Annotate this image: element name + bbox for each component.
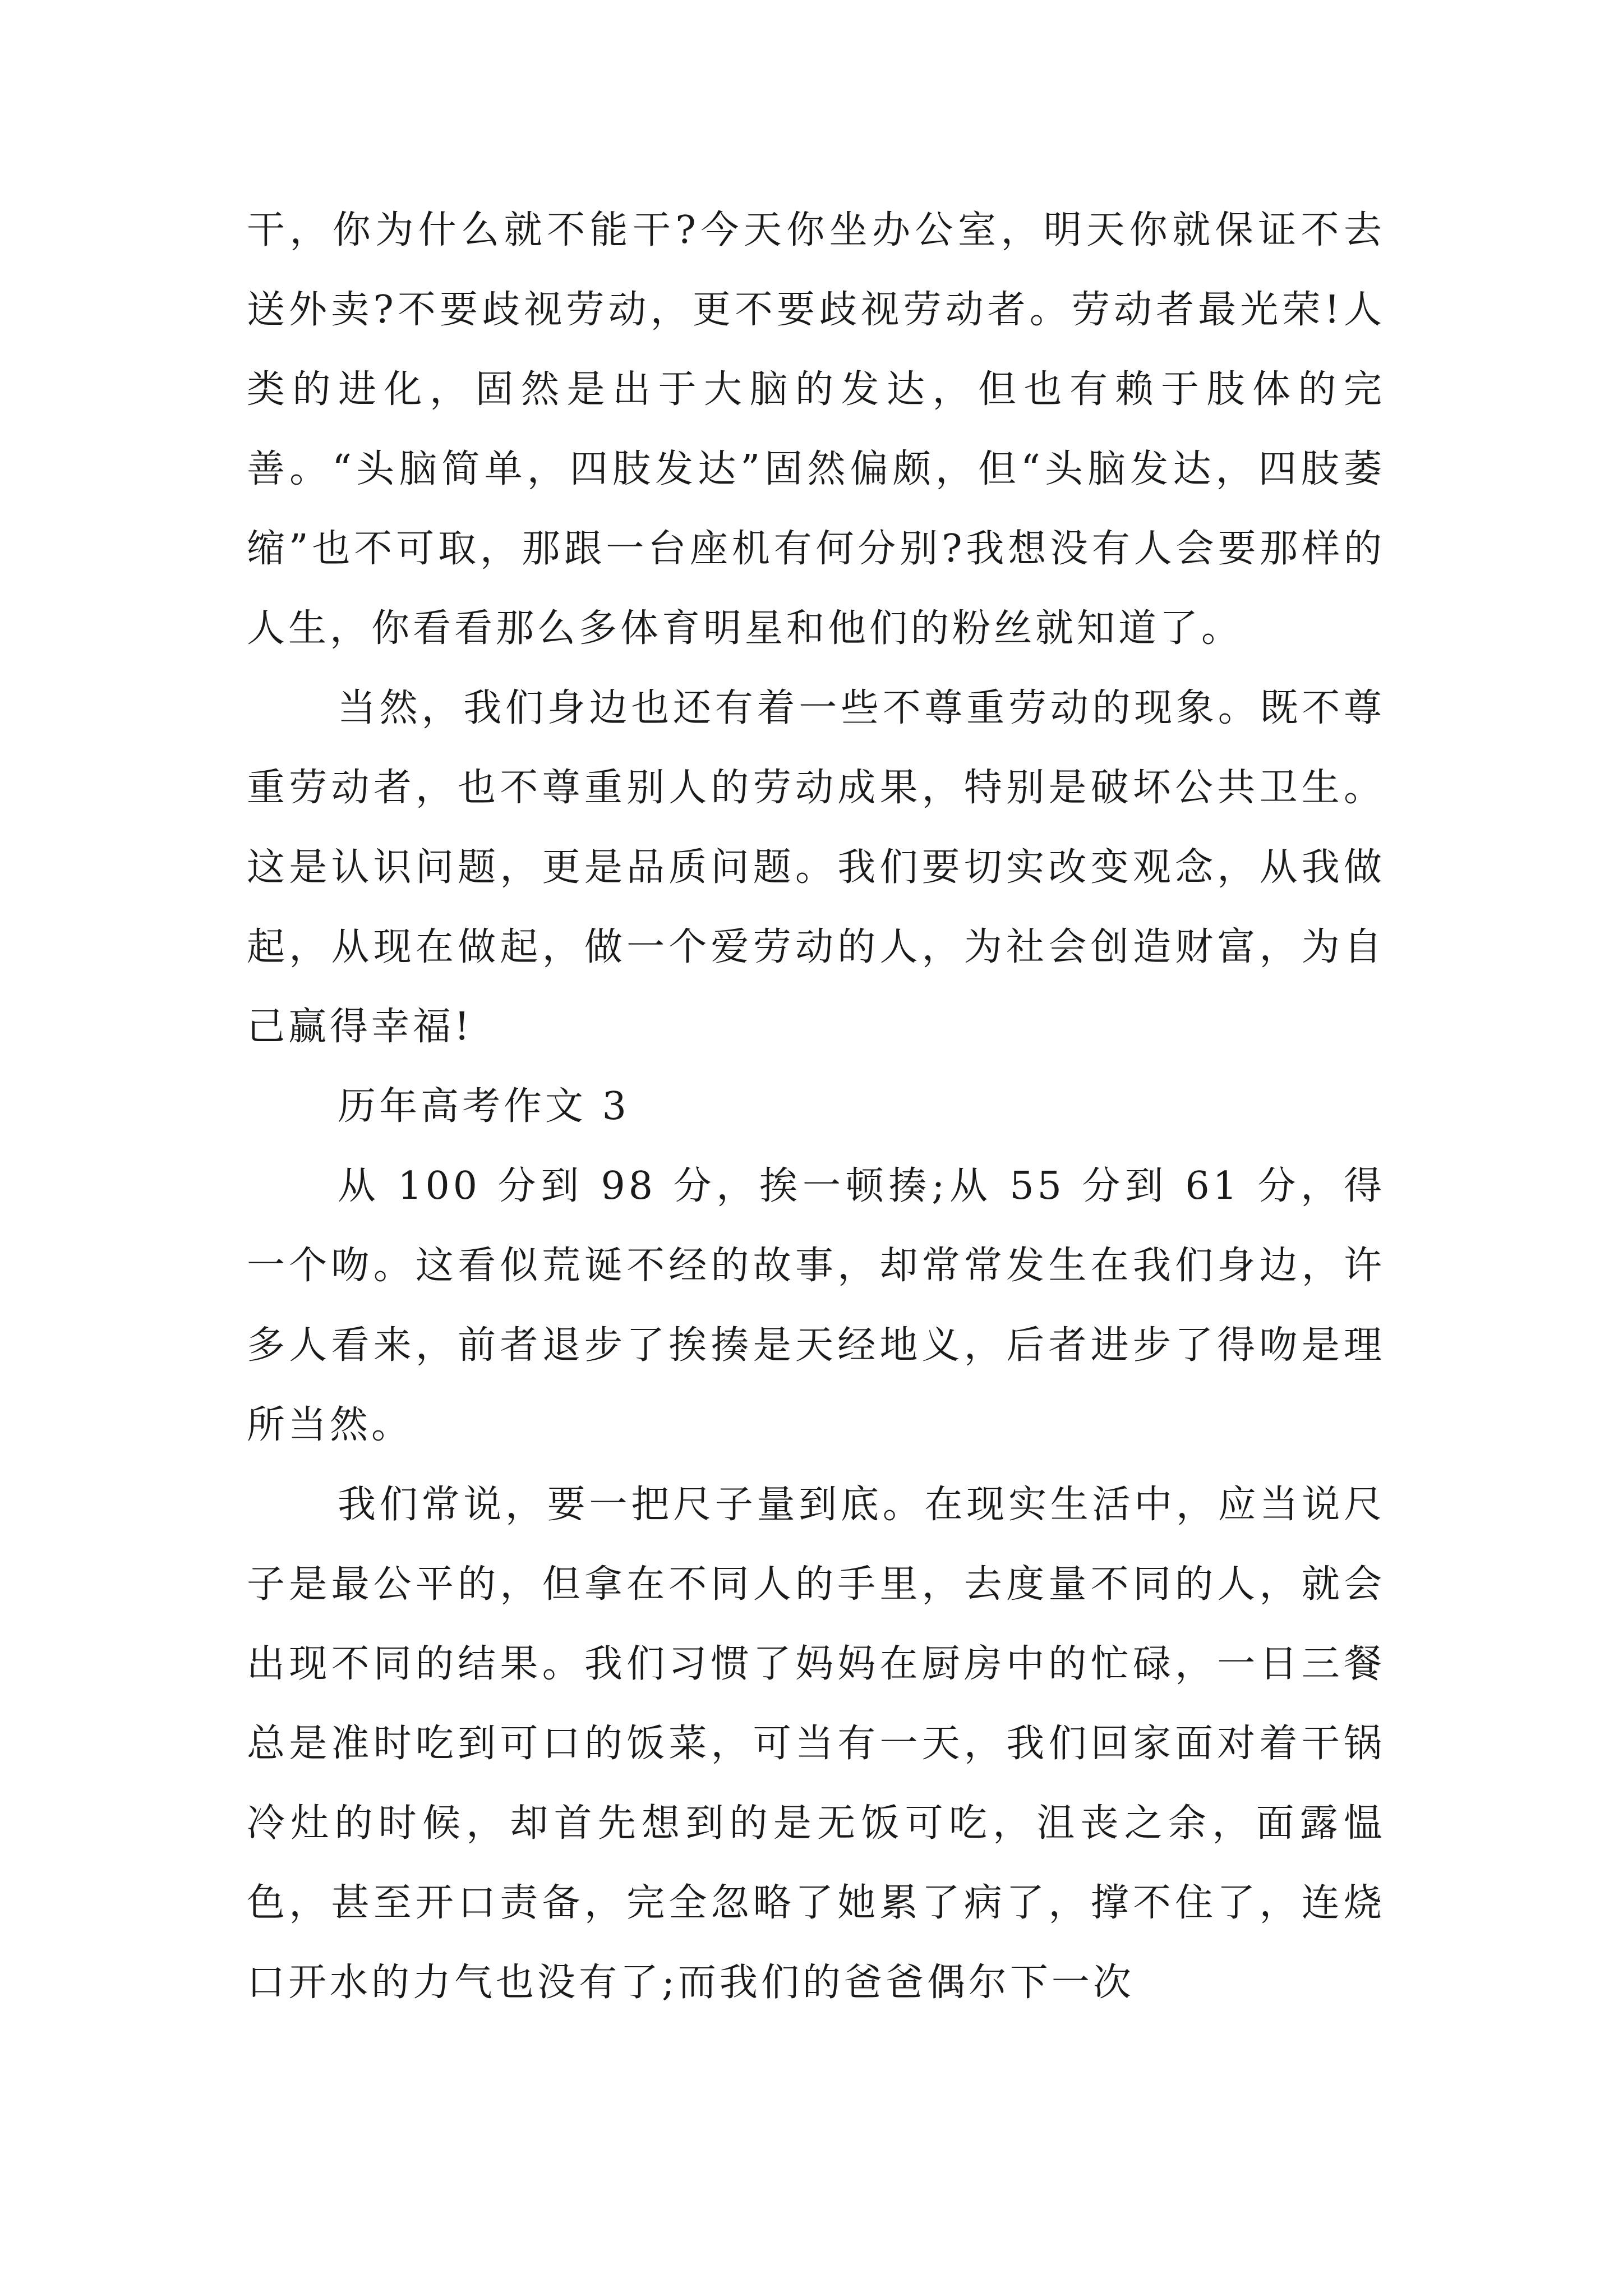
section-title: 历年高考作文 3 <box>338 1084 630 1129</box>
paragraph-2: 当然，我们身边也还有着一些不尊重劳动的现象。既不尊重劳动者，也不尊重别人的劳动成果，特别是破坏公共卫生。这是认识问题，更是品质问题。我们要切实改变观念，从我做起，从现在做起，做一个爱劳动的人，为社会创造财富，为自己赢得幸福! <box>247 686 1385 1049</box>
document-body <box>247 191 1385 2023</box>
paragraph-4: 我们常说，要一把尺子量到底。在现实生活中，应当说尺子是最公平的，但拿在不同人的手里，去度量不同的人，就会出现不同的结果。我们习惯了妈妈在厨房中的忙碌，一日三餐总是准时吃到可口的饭菜，可当有一天，我们回家面对着干锅冷灶的时候，却首先想到的是无饭可吃，沮丧之余，面露愠色，甚至开口责备，完全忽略了她累了病了，撑不住了，连烧口开水的力气也没有了;而我们的爸爸偶尔下一次 <box>247 1483 1385 2005</box>
paragraph-3: 从 100 分到 98 分，挨一顿揍;从 55 分到 61 分，得一个吻。这看似荒诞不经的故事，却常常发生在我们身边，许多人看来，前者退步了挨揍是天经地义，后者进步了得吻是理所当然。 <box>247 1164 1385 1447</box>
paragraph-1: 干，你为什么就不能干?今天你坐办公室，明天你就保证不去送外卖?不要歧视劳动，更不要歧视劳动者。劳动者最光荣!人类的进化，固然是出于大脑的发达，但也有赖于肢体的完善。“头脑简单，四肢发达”固然偏颇，但“头脑发达，四肢萎缩”也不可取，那跟一台座机有何分别?我想没有人会要那样的人生，你看看那么多体育明星和他们的粉丝就知道了。 <box>247 208 1385 651</box>
